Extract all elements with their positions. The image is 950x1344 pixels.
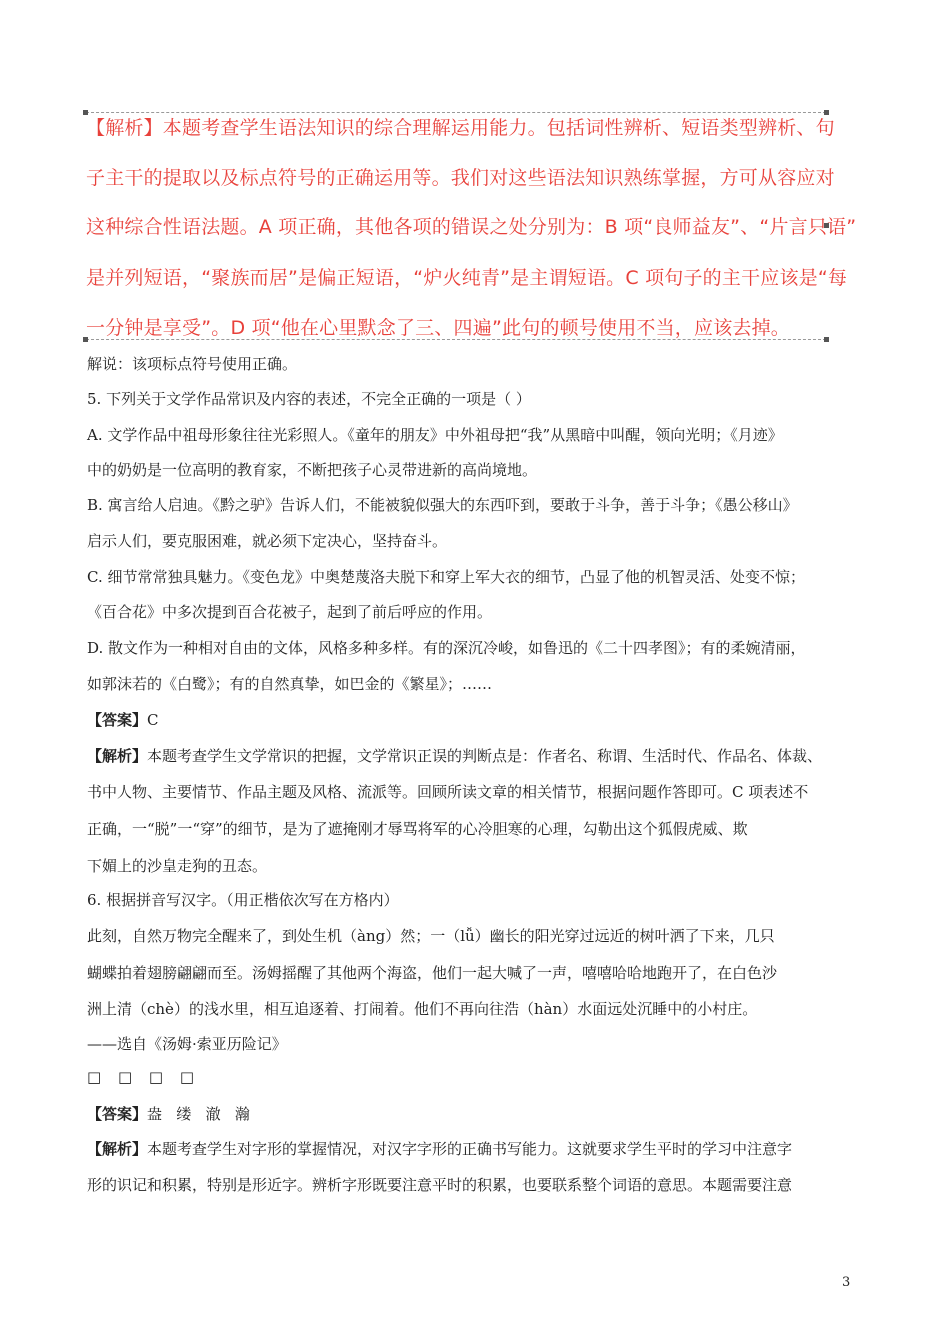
page-number: 3 <box>842 1275 851 1290</box>
answer-value: C <box>147 711 159 729</box>
red-analysis-line-1: 【解析】本题考查学生语法知识的综合理解运用能力。包括词性辨析、短语类型辨析、句 <box>86 117 835 139</box>
option-c-line-2: 《百合花》中多次提到百合花被子，起到了前后呼应的作用。 <box>87 603 493 621</box>
analysis-text: 本题考查学生文学常识的把握，文学常识正误的判断点是：作者名、称谓、生活时代、作品名、体裁、 <box>147 747 823 765</box>
option-d-line-2: 如郭沫若的《白鹭》；有的自然真挚，如巴金的《繁星》；…… <box>87 675 493 693</box>
explanation-note: 解说：该项标点符号使用正确。 <box>87 355 298 373</box>
analysis-6-line-1 <box>87 1138 877 1159</box>
analysis-6-line-2: 形的识记和积累，特别是形近字。辨析字形既要注意平时的积累，也要联系整个词语的意思。本题需要注意 <box>87 1176 793 1194</box>
passage-line-3: 洲上清（chè）的浅水里，相互追逐着、打闹着。他们不再向往浩（hàn）水面远处沉睡中的小村庄。 <box>87 1000 758 1018</box>
answer-label: 【答案】 <box>87 711 148 729</box>
passage-source: ——选自《汤姆·索亚历险记》 <box>87 1035 287 1053</box>
option-b-line-1: B. 寓言给人启迪。《黔之驴》告诉人们，不能被貌似强大的东西吓到，要敢于斗争，善于斗争；《愚公移山》 <box>87 496 798 514</box>
question-5: 5. 下列关于文学作品常识及内容的表述，不完全正确的一项是（ ） <box>87 390 531 408</box>
option-c-line-1: C. 细节常常独具魅力。《变色龙》中奥楚蔑洛夫脱下和穿上军大衣的细节，凸显了他的机智灵活、处变不惊； <box>87 568 805 586</box>
analysis-label: 【解析】 <box>87 1140 148 1158</box>
option-a-line-2: 中的奶奶是一位高明的教育家，不断把孩子心灵带进新的高尚境地。 <box>87 461 538 479</box>
analysis-text: 本题考查学生对字形的掌握情况，对汉字字形的正确书写能力。这就要求学生平时的学习中注意字 <box>147 1140 793 1158</box>
red-analysis-line-3: 这种综合性语法题。A 项正确，其他各项的错误之处分别为：B 项“良师益友”、“片言只语” <box>86 216 857 238</box>
answer-value: 盎 缕 澈 瀚 <box>147 1105 250 1123</box>
passage-line-2: 蝴蝶拍着翅膀翩翩而至。汤姆摇醒了其他两个海盗，他们一起大喊了一声，嘻嘻哈哈地跑开了，在白色沙 <box>87 964 778 982</box>
answer-5 <box>87 709 877 730</box>
passage-line-1: 此刻，自然万物完全醒来了，到处生机（àng）然；一（lǚ）幽长的阳光穿过远近的树叶洒了下来，几只 <box>87 927 775 945</box>
analysis-5-line-1 <box>87 745 877 766</box>
analysis-5-line-3: 正确，一“脱”一“穿”的细节，是为了遮掩刚才辱骂将军的心冷胆寒的心理，勾勒出这个狐假虎威、欺 <box>87 820 748 838</box>
red-analysis-line-4: 是并列短语，“聚族而居”是偏正短语，“炉火纯青”是主谓短语。C 项句子的主干应该是“每 <box>86 267 848 289</box>
answer-label: 【答案】 <box>87 1105 148 1123</box>
analysis-5-line-2: 书中人物、主要情节、作品主题及风格、流派等。回顾所读文章的相关情节，根据问题作答即可。C 项表述不 <box>87 783 809 801</box>
analysis-5-line-4: 下媚上的沙皇走狗的丑态。 <box>87 857 268 875</box>
option-d-line-1: D. 散文作为一种相对自由的文体，风格多种多样。有的深沉冷峻，如鲁迅的《二十四孝图》；有的柔婉清丽， <box>87 639 806 657</box>
answer-6 <box>87 1103 877 1124</box>
question-6: 6. 根据拼音写汉字。（用正楷依次写在方格内） <box>87 891 399 909</box>
red-analysis-line-2: 子主干的提取以及标点符号的正确运用等。我们对这些语法知识熟练掌握，方可从容应对 <box>86 167 835 189</box>
red-analysis-line-5: 一分钟是享受”。D 项“他在心里默念了三、四遍”此句的顿号使用不当，应该去掉。 <box>86 317 791 339</box>
option-b-line-2: 启示人们，要克服困难，就必须下定决心，坚持奋斗。 <box>87 532 448 550</box>
analysis-label: 【解析】 <box>87 747 148 765</box>
answer-boxes: □ □ □ □ <box>87 1068 200 1086</box>
option-a-line-1: A. 文学作品中祖母形象往往光彩照人。《童年的朋友》中外祖母把“我”从黑暗中叫醒，领向光明；《月迹》 <box>87 426 783 444</box>
